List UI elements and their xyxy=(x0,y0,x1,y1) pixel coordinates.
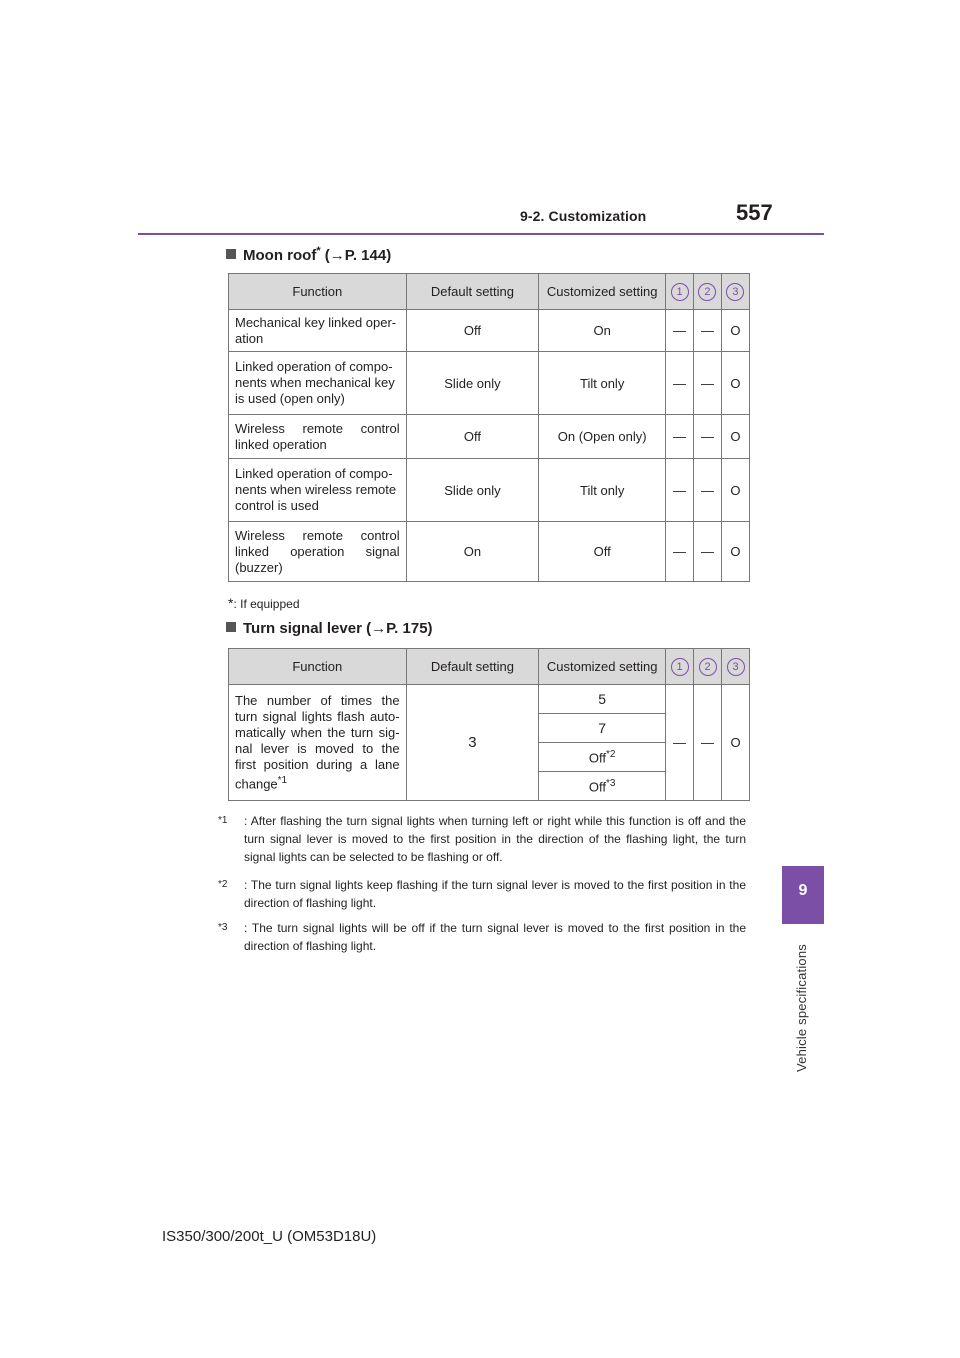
option-mark: *3 xyxy=(605,777,616,789)
circled-1-icon: 1 xyxy=(671,283,689,301)
moon-roof-page-ref[interactable]: (→P. 144) xyxy=(324,247,392,264)
custom-cell: On (Open only) xyxy=(539,415,666,459)
turn-signal-table xyxy=(228,648,750,801)
col1-cell: — xyxy=(666,415,694,459)
col3-cell: O xyxy=(721,522,749,582)
col1-cell: — xyxy=(666,310,694,352)
option-cell xyxy=(539,743,666,772)
function-text: The number of times the turn signal lights flash auto-matically when the turn sig-nal lever is moved to the first position during a lane change xyxy=(235,692,400,792)
col3-cell: O xyxy=(721,459,749,522)
column-header-custom: Customized setting xyxy=(539,274,666,310)
col1-cell: — xyxy=(666,352,694,415)
custom-cell: Off xyxy=(539,522,666,582)
circled-3-icon: 3 xyxy=(727,658,745,676)
function-cell: Mechanical key linked oper-ation xyxy=(229,310,407,352)
page-number: 557 xyxy=(736,200,773,225)
chapter-tab[interactable]: 9 xyxy=(782,866,824,924)
footnote-mark-text: *2 xyxy=(218,879,228,890)
moon-roof-table xyxy=(228,273,750,582)
table-row xyxy=(229,415,750,459)
custom-cell: Tilt only xyxy=(539,459,666,522)
function-cell xyxy=(229,685,407,801)
equipped-asterisk: * xyxy=(316,245,321,257)
table-row xyxy=(229,522,750,582)
default-cell: On xyxy=(406,522,539,582)
turn-signal-heading xyxy=(226,620,433,637)
function-cell: Wireless remote control linked operation signal (buzzer) xyxy=(229,522,407,582)
table-row xyxy=(229,685,750,714)
circled-3-icon: 3 xyxy=(726,283,744,301)
footnote-mark: * xyxy=(228,595,234,611)
circled-1-icon: 1 xyxy=(671,658,689,676)
circled-2-icon: 2 xyxy=(698,283,716,301)
custom-cell: Tilt only xyxy=(539,352,666,415)
function-cell: Linked operation of compo-nents when wireless remote control is used xyxy=(229,459,407,522)
col3-cell: O xyxy=(722,685,750,801)
turn-signal-title: Turn signal lever xyxy=(243,620,362,637)
footnote-2 xyxy=(218,876,746,912)
col3-cell: O xyxy=(721,352,749,415)
table-header-row xyxy=(229,649,750,685)
default-cell: 3 xyxy=(406,685,539,801)
col2-cell: — xyxy=(694,685,722,801)
footnote-mark-text: *3 xyxy=(218,922,228,933)
option-text: Off xyxy=(588,779,606,795)
chapter-label-text: Vehicle specifications xyxy=(794,944,809,1072)
square-bullet-icon xyxy=(226,622,236,632)
default-cell: Slide only xyxy=(406,352,539,415)
default-cell: Off xyxy=(406,310,539,352)
footnote-mark xyxy=(218,876,244,912)
custom-cell: On xyxy=(539,310,666,352)
footnote-text: : The turn signal lights will be off if the turn signal lever is moved to the first position in the direction of flashing light. xyxy=(244,921,746,953)
footnote-mark xyxy=(218,919,244,955)
col2-cell: — xyxy=(694,415,722,459)
column-header-function: Function xyxy=(229,649,407,685)
option-cell: 7 xyxy=(539,714,666,743)
column-header-default: Default setting xyxy=(406,274,539,310)
option-cell xyxy=(539,772,666,801)
option-mark: *2 xyxy=(605,748,616,760)
col1-cell: — xyxy=(666,522,694,582)
col1-cell: — xyxy=(666,685,694,801)
model-code: IS350/300/200t_U (OM53D18U) xyxy=(162,1228,377,1245)
column-header-custom: Customized setting xyxy=(539,649,666,685)
function-mark: *1 xyxy=(277,774,288,786)
col2-cell: — xyxy=(694,522,722,582)
chapter-label xyxy=(790,942,810,1072)
footnote-mark xyxy=(218,812,244,866)
column-header-1 xyxy=(666,649,694,685)
column-header-3 xyxy=(721,274,749,310)
footnote-text: : If equipped xyxy=(233,597,300,611)
column-header-2 xyxy=(694,649,722,685)
default-cell: Off xyxy=(406,415,539,459)
equipped-footnote xyxy=(228,594,300,613)
col2-cell: — xyxy=(694,310,722,352)
col2-cell: — xyxy=(694,352,722,415)
table-row xyxy=(229,352,750,415)
column-header-function: Function xyxy=(229,274,407,310)
option-cell: 5 xyxy=(539,685,666,714)
moon-roof-title: Moon roof xyxy=(243,247,317,264)
table-header-row xyxy=(229,274,750,310)
footnote-3 xyxy=(218,919,746,955)
moon-roof-heading xyxy=(226,245,391,264)
section-title: 9-2. Customization xyxy=(520,208,647,224)
option-text: Off xyxy=(588,750,606,766)
table-row xyxy=(229,459,750,522)
column-header-2 xyxy=(694,274,722,310)
column-header-default: Default setting xyxy=(406,649,539,685)
square-bullet-icon xyxy=(226,249,236,259)
footnote-mark-text: *1 xyxy=(218,815,228,826)
col2-cell: — xyxy=(694,459,722,522)
table-row xyxy=(229,310,750,352)
footnote-text: : The turn signal lights keep flashing if the turn signal lever is moved to the first position in the direction of flashing light. xyxy=(244,878,746,910)
column-header-1 xyxy=(666,274,694,310)
col3-cell: O xyxy=(721,415,749,459)
footnote-text: : After flashing the turn signal lights when turning left or right while this function is off and the turn signal lever is moved to the first position in the direction of the flashing light, the turn signal lights can be selected to be flashing or off. xyxy=(244,814,746,864)
header-divider xyxy=(138,233,824,235)
footnote-1 xyxy=(218,812,746,866)
col1-cell: — xyxy=(666,459,694,522)
default-cell: Slide only xyxy=(406,459,539,522)
col3-cell: O xyxy=(721,310,749,352)
turn-signal-page-ref[interactable]: (→P. 175) xyxy=(366,620,433,637)
circled-2-icon: 2 xyxy=(699,658,717,676)
function-cell: Wireless remote control linked operation xyxy=(229,415,407,459)
function-cell: Linked operation of compo-nents when mechanical key is used (open only) xyxy=(229,352,407,415)
column-header-3 xyxy=(722,649,750,685)
